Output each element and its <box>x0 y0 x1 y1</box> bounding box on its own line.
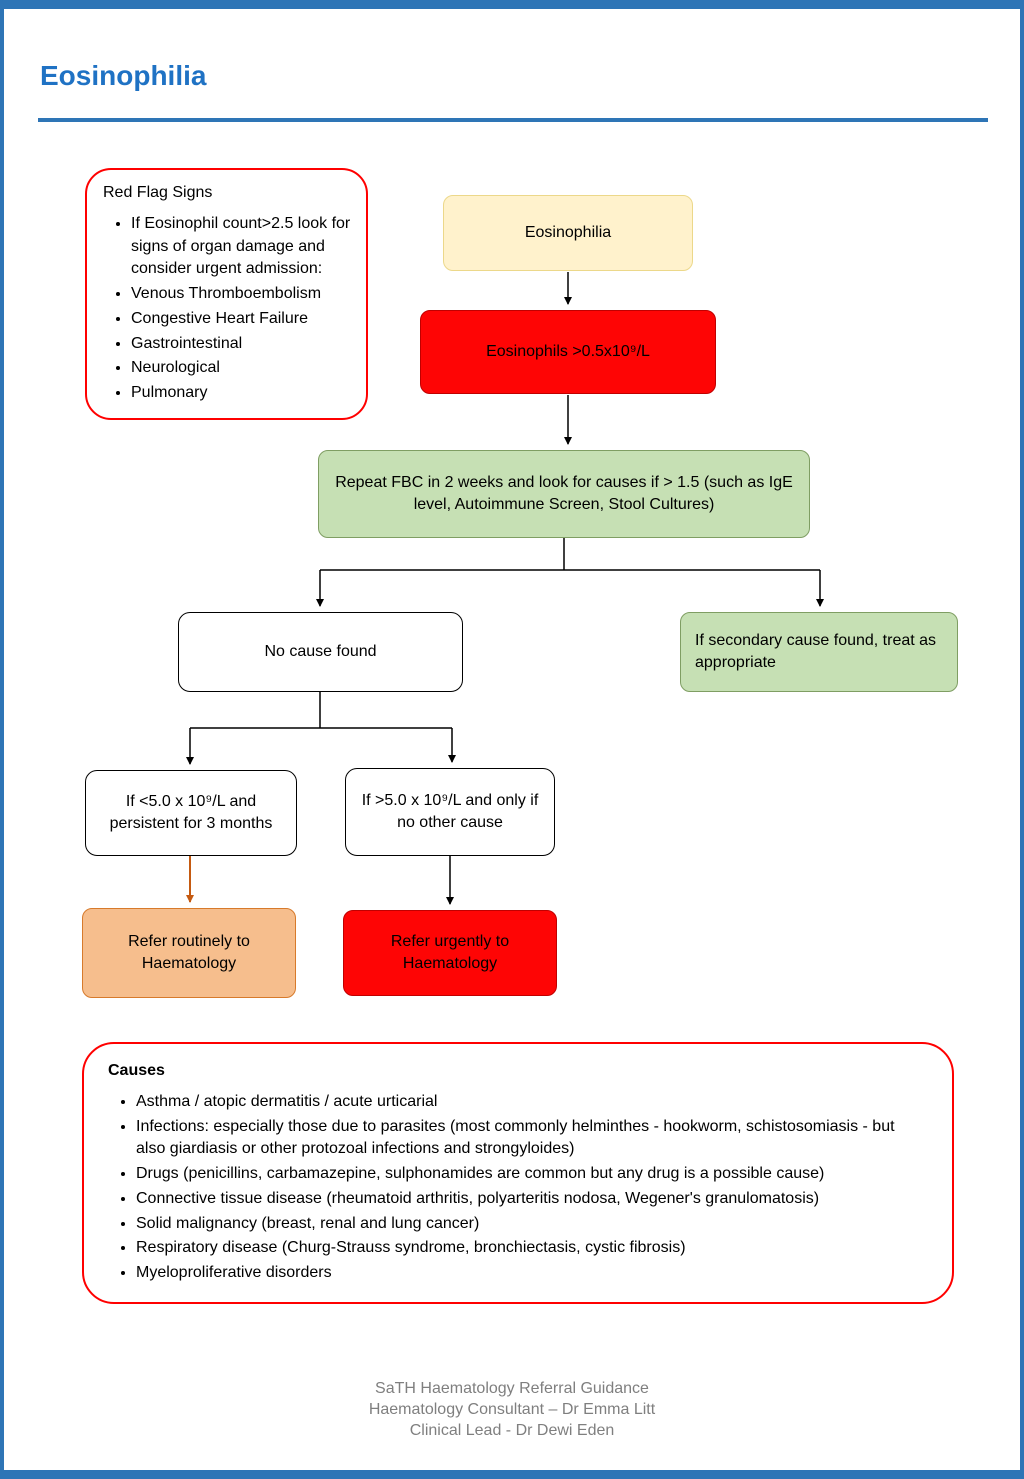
title-divider <box>38 118 988 122</box>
list-item: • Neurological <box>131 357 356 380</box>
flow-node-low-persistent: If <5.0 x 10⁹/L and persistent for 3 months <box>85 770 297 856</box>
flow-node-refer-urgently: Refer urgently to Haematology <box>343 910 557 996</box>
list-item: • Infections: especially those due to parasites (most commonly helminthes - hookworm, schistosomiasis - but also giardiasis or other protozoal infections and strongyloides) <box>136 1116 928 1161</box>
list-item: • Respiratory disease (Churg-Strauss syndrome, bronchiectasis, cystic fibrosis) <box>136 1237 928 1260</box>
page-title: Eosinophilia <box>40 60 207 91</box>
causes-heading: Causes <box>108 1062 165 1079</box>
red-flags-list <box>103 213 356 405</box>
flow-node-secondary-cause: If secondary cause found, treat as appropriate <box>680 612 958 692</box>
page-border-bottom <box>0 1470 1024 1479</box>
footer-line-guidance: SaTH Haematology Referral Guidance <box>375 1380 649 1397</box>
list-item: • Myeloproliferative disorders <box>136 1262 928 1285</box>
causes-list <box>108 1091 928 1285</box>
list-item: • Connective tissue disease (rheumatoid arthritis, polyarteritis nodosa, Wegener's granulomatosis) <box>136 1188 928 1211</box>
flow-node-no-cause-found: No cause found <box>178 612 463 692</box>
causes-panel <box>82 1042 954 1304</box>
list-item: • Asthma / atopic dermatitis / acute urticarial <box>136 1091 928 1114</box>
page-border-right <box>1020 0 1024 1479</box>
flow-node-threshold: Eosinophils >0.5x10⁹/L <box>420 310 716 394</box>
list-item: • Gastrointestinal <box>131 333 356 356</box>
flow-node-refer-routinely: Refer routinely to Haematology <box>82 908 296 998</box>
page-border-top <box>0 0 1024 9</box>
flow-node-high-no-other-cause: If >5.0 x 10⁹/L and only if no other cause <box>345 768 555 856</box>
flow-node-repeat-fbc: Repeat FBC in 2 weeks and look for causes if > 1.5 (such as IgE level, Autoimmune Screen, Stool Cultures) <box>318 450 810 538</box>
list-item: • If Eosinophil count>2.5 look for signs of organ damage and consider urgent admission: <box>131 213 356 281</box>
flow-node-eosinophilia: Eosinophilia <box>443 195 693 271</box>
list-item: • Venous Thromboembolism <box>131 283 356 306</box>
list-item: • Congestive Heart Failure <box>131 308 356 331</box>
list-item: • Pulmonary <box>131 382 356 405</box>
page-border-left <box>0 0 4 1479</box>
red-flags-heading: Red Flag Signs <box>103 184 213 201</box>
list-item: • Drugs (penicillins, carbamazepine, sulphonamides are common but any drug is a possible cause) <box>136 1163 928 1186</box>
red-flags-panel <box>85 168 368 420</box>
footer <box>0 1378 1024 1441</box>
list-item: • Solid malignancy (breast, renal and lung cancer) <box>136 1213 928 1236</box>
footer-line-clinical-lead: Clinical Lead - Dr Dewi Eden <box>409 1422 615 1440</box>
footer-line-consultant: Haematology Consultant – Dr Emma Litt <box>368 1401 656 1419</box>
